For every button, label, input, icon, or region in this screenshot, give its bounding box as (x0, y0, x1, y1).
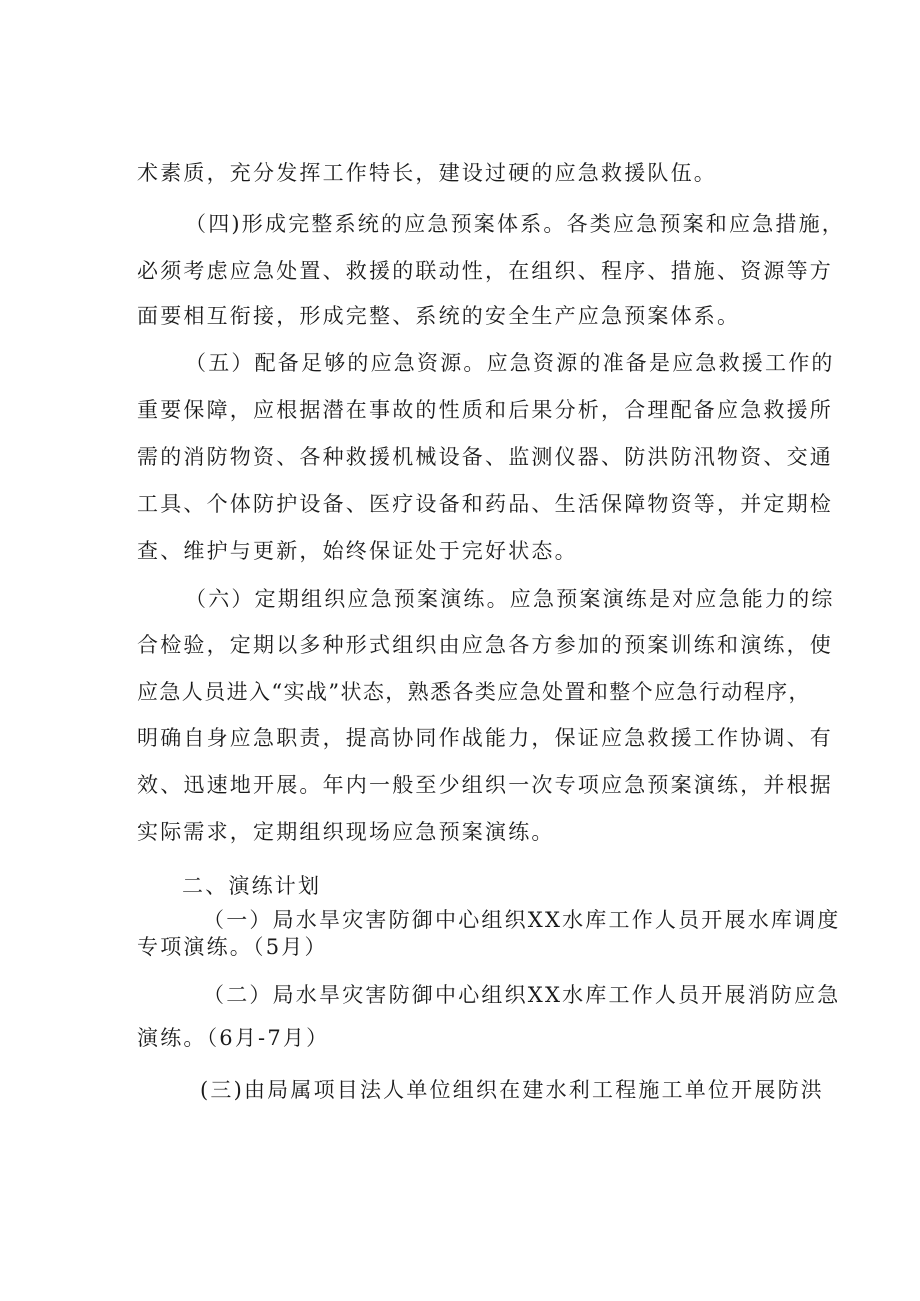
text-line: 术素质，充分发挥工作特长，建设过硬的应急救援队伍。 (137, 161, 717, 185)
text-line: 查、维护与更新，始终保证处于完好状态。 (137, 539, 578, 563)
text-line: 合检验，定期以多种形式组织由应急各方参加的预案训练和演练，使 (137, 633, 833, 657)
section-heading: 二、演练计划 (182, 874, 322, 898)
text-line: 重要保障，应根据潜在事故的性质和后果分析，合理配备应急救援所 (137, 398, 833, 422)
text-line: 专项演练。（5月） (137, 935, 328, 959)
text-line: （二）局水旱灾害防御中心组织XX水库工作人员开展消防应急 (203, 983, 841, 1007)
text-line: 效、迅速地开展。年内一般至少组织一次专项应急预案演练，并根据 (137, 773, 833, 797)
text-line: 工具、个体防护设备、医疗设备和药品、生活保障物资等，并定期检 (137, 492, 833, 516)
text-line: （一）局水旱灾害防御中心组织XX水库工作人员开展水库调度 (203, 908, 841, 932)
text-line: 实际需求，定期组织现场应急预案演练。 (137, 820, 555, 844)
text-line: (三)由局属项目法人单位组织在建水利工程施工单位开展防洪 (200, 1078, 824, 1102)
text-line: 演练。（6月-7月） (137, 1026, 330, 1050)
text-line: 明确自身应急职责，提高协同作战能力，保证应急救援工作协调、有 (137, 726, 833, 750)
text-line: 必须考虑应急处置、救援的联动性，在组织、程序、措施、资源等方 (137, 259, 833, 283)
text-line: （五）配备足够的应急资源。应急资源的准备是应急救援工作的 (185, 351, 835, 375)
text-line: 应急人员进入“实战”状态，熟悉各类应急处置和整个应急行动程序， (137, 680, 811, 704)
text-line: 需的消防物资、各种救援机械设备、监测仪器、防洪防汛物资、交通 (137, 445, 833, 469)
text-line: 面要相互衔接，形成完整、系统的安全生产应急预案体系。 (137, 304, 741, 328)
text-line: （六）定期组织应急预案演练。应急预案演练是对应急能力的综 (185, 587, 835, 611)
text-line: （四)形成完整系统的应急预案体系。各类应急预案和应急措施， (185, 212, 845, 236)
